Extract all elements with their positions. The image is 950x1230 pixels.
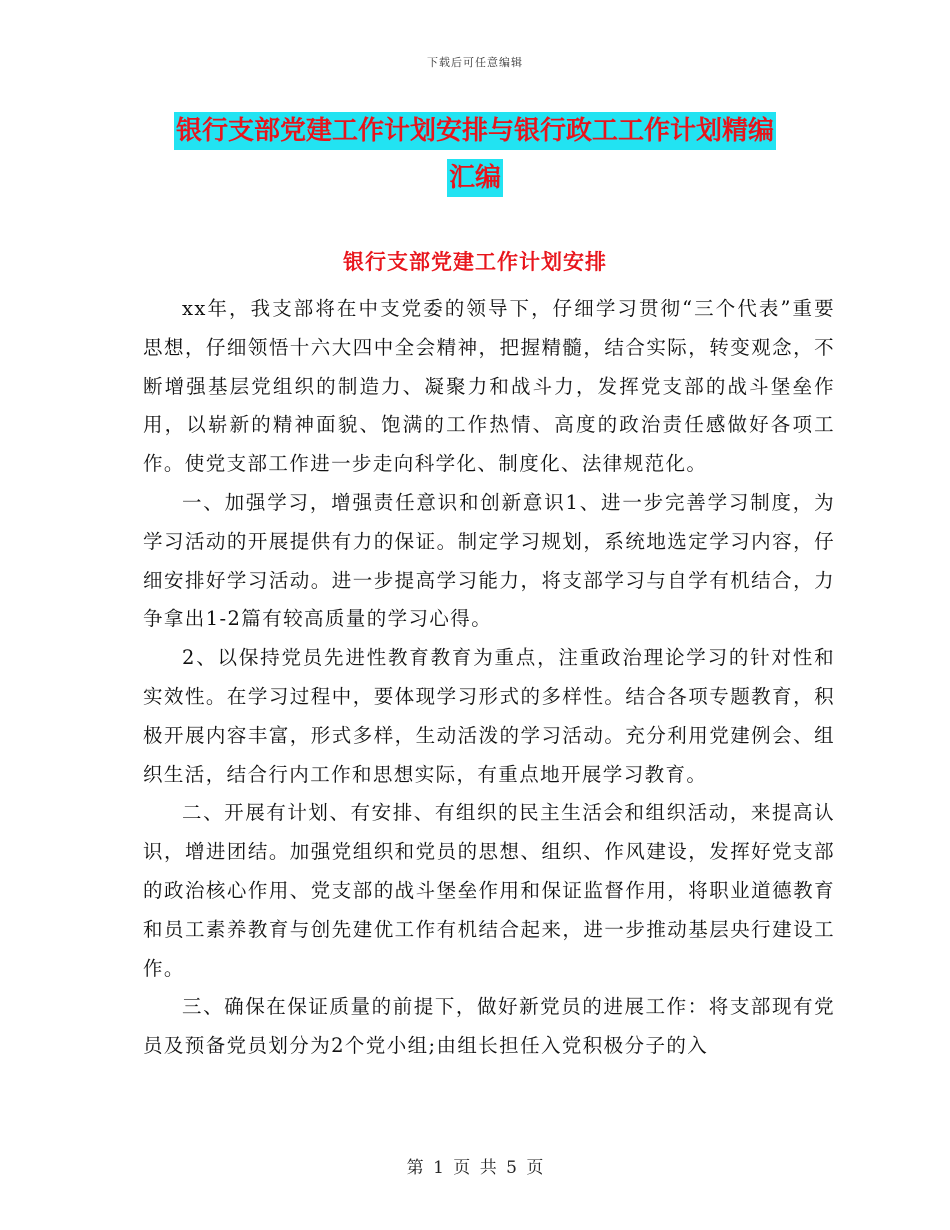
paragraph: 一、加强学习，增强责任意识和创新意识1、进一步完善学习制度，为学习活动的开展提供有力的保证。制定学习规划，系统地选定学习内容，仔细安排好学习活动。进一步提高学习能力，将支部学习与自学有机结合，力争拿出1-2篇有较高质量的学习心得。 xyxy=(143,490,835,631)
title-line-1: 银行支部党建工作计划安排与银行政工工作计划精编 xyxy=(174,112,776,150)
body-text xyxy=(143,290,835,1066)
title-line-2: 汇编 xyxy=(447,159,503,197)
section-title: 银行支部党建工作计划安排 xyxy=(343,249,607,274)
paragraph: 二、开展有计划、有安排、有组织的民主生活会和组织活动，来提高认识，增进团结。加强党组织和党员的思想、组织、作风建设，发挥好党支部的政治核心作用、党支部的战斗堡垒作用和保证监督作用，将职业道德教育和员工素养教育与创先建优工作有机结合起来，进一步推动基层央行建设工作。 xyxy=(143,801,835,980)
page-footer: 第 1 页 共 5 页 xyxy=(406,1158,544,1178)
paragraph: 三、确保在保证质量的前提下，做好新党员的进展工作：将支部现有党员及预备党员划分为2个党小组;由组长担任入党积极分子的入 xyxy=(143,995,835,1058)
header-note: 下载后可任意编辑 xyxy=(427,56,523,69)
paragraph: xx年，我支部将在中支党委的领导下，仔细学习贯彻“三个代表”重要思想，仔细领悟十六大四中全会精神，把握精髓，结合实际，转变观念，不断增强基层党组织的制造力、凝聚力和战斗力，发挥党支部的战斗堡垒作用，以崭新的精神面貌、饱满的工作热情、高度的政治责任感做好各项工作。使党支部工作进一步走向科学化、制度化、法律规范化。 xyxy=(143,297,835,476)
document-title xyxy=(0,108,950,202)
paragraph: 2、以保持党员先进性教育教育为重点，注重政治理论学习的针对性和实效性。在学习过程中，要体现学习形式的多样性。结合各项专题教育，积极开展内容丰富，形式多样，生动活泼的学习活动。充分利用党建例会、组织生活，结合行内工作和思想实际，有重点地开展学习教育。 xyxy=(143,646,835,786)
